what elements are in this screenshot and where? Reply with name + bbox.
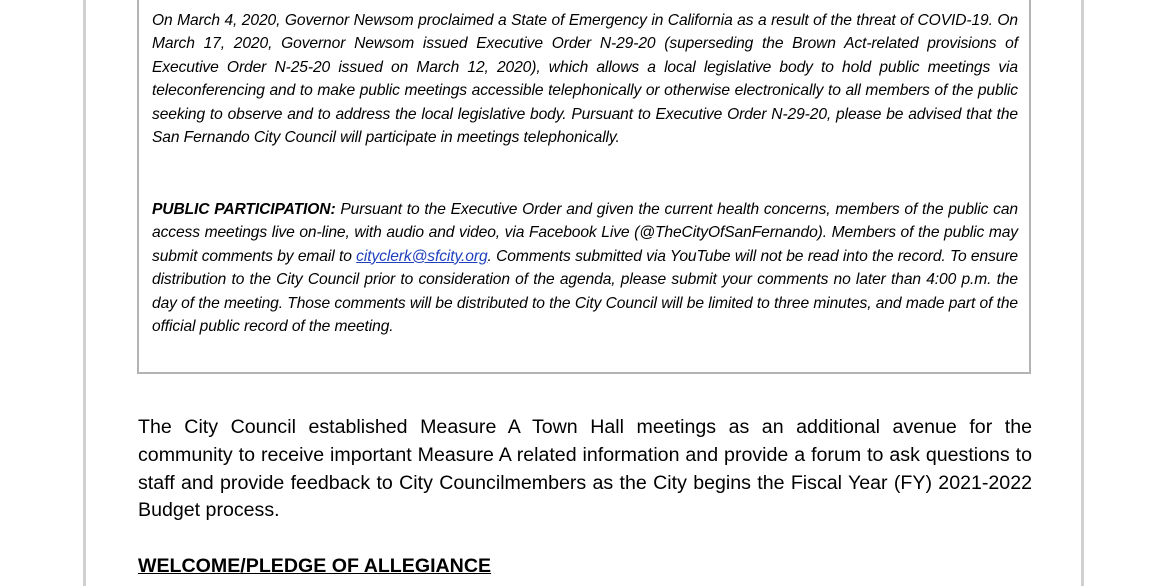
public-participation-label: PUBLIC PARTICIPATION: [152,201,336,218]
measure-a-intro-paragraph: The City Council established Measure A Town Hall meetings as an additional avenue for the community to receive important Measure A related information and provide a forum to ask questions to staff and provide feedback to City Councilmembers as the City begins the Fiscal Year (FY) 2021-2022 Budget process. [138,416,1032,522]
state-of-emergency-paragraph: On March 4, 2020, Governor Newsom proclaimed a State of Emergency in California as a result of the threat of COVID-19. On March 17, 2020, Governor Newsom issued Executive Order N-29-20 (superseding the Brown Act-related provisions of Executive Order N-25-20 issued on March 12, 2020), which allows a local legislative body to hold public meetings via teleconferencing and to make public meetings accessible telephonically or otherwise electronically to all members of the public seeking to observe and to address the local legislative body. Pursuant to Executive Order N-29-20, please be advised that the San Fernando City Council will participate in meetings telephonically. [152,12,1018,147]
participation-text-after-email: . Comments submitted via YouTube will not be read into the record. To ensure distribution to the City Council prior to consideration of the agenda, please submit your comments no later than 4:00 p.m. the day of the meeting. Those comments will be distributed to the City Council will be limited to three minutes, and made part of the official public record of the meeting. [152,247,1019,336]
public-participation-paragraph [152,198,1018,338]
city-clerk-email-link[interactable]: cityclerk@sfcity.org [356,247,488,265]
participation-text-before-email: Pursuant to the Executive Order and given the current health concerns, members of the public can access meetings live on-line, with audio and video, via Facebook Live (@TheCityOfSanFernando). Members of the public may submit comments by email to [152,201,1019,265]
welcome-pledge-heading: WELCOME/PLEDGE OF ALLEGIANCE [138,555,492,577]
